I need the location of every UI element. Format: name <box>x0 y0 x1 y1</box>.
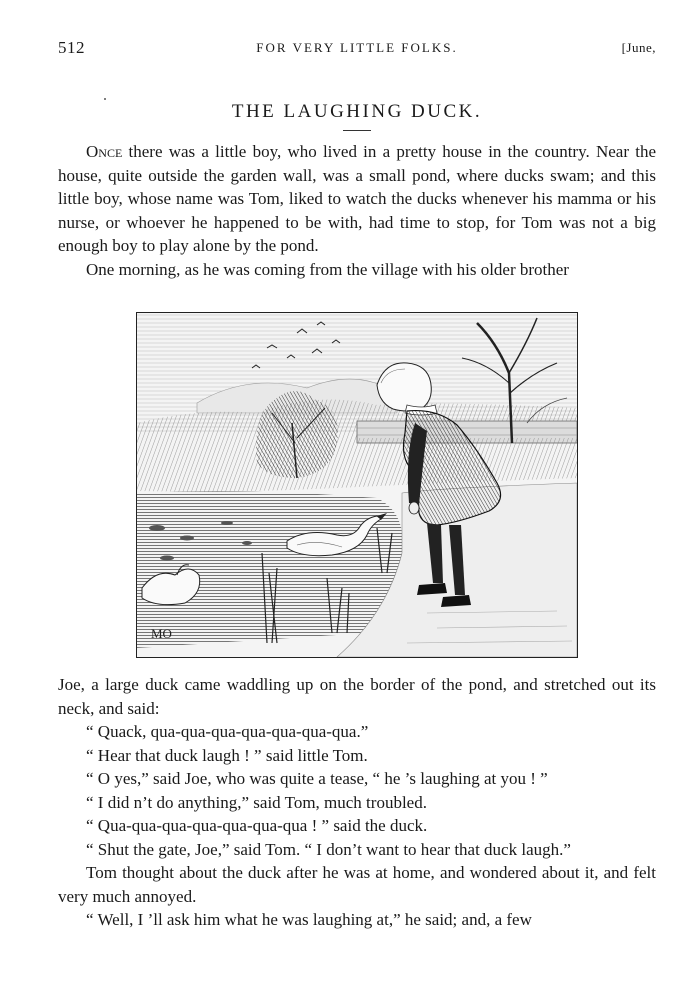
pond <box>137 491 403 648</box>
intro-paragraph-1-body: there was a little boy, who lived in a pretty house in the country. Near the house, quite outside the garden wall, was a small pond, where ducks swam; and this little boy, whose name was Tom, liked to watch the ducks whenever his mamma or his nurse, or whoever he happened to be with, had time to stop, for Tom was not a big enough boy to play alone by the pond. <box>58 142 656 255</box>
running-header <box>58 38 656 60</box>
artist-monogram: MO <box>151 626 172 641</box>
intro-paragraph-2: One morning, as he was coming from the village with his older brother <box>86 259 569 279</box>
dialogue-line-4: “ I did n’t do anything,” said Tom, much troubled. <box>86 792 427 812</box>
title-rule <box>343 130 371 131</box>
running-title: FOR VERY LITTLE FOLKS. <box>256 40 458 55</box>
dialogue-line-3: “ O yes,” said Joe, who was quite a tease, “ he ’s laughing at you ! ” <box>86 769 548 788</box>
running-month: [June, <box>621 40 656 55</box>
dialogue-line-1: “ Quack, qua-qua-qua-qua-qua-qua-qua.” <box>86 722 369 741</box>
dialogue-line-2: “ Hear that duck laugh ! ” said little Tom. <box>86 745 368 765</box>
dialogue-line-7: “ Well, I ’ll ask him what he was laughing at,” he said; and, a few <box>86 910 532 929</box>
continuation-text <box>58 673 656 932</box>
engraving-artwork <box>137 313 577 657</box>
intro-text <box>58 140 656 281</box>
opening-word: Once <box>86 142 123 161</box>
dialogue-line-5: “ Qua-qua-qua-qua-qua-qua-qua ! ” said the duck. <box>86 816 428 835</box>
intro-paragraph-1 <box>58 140 656 258</box>
continuation-paragraph-1: Joe, a large duck came waddling up on the border of the pond, and stretched out its neck, and said: <box>58 675 656 718</box>
story-title: THE LAUGHING DUCK. <box>231 101 483 122</box>
page-number: 512 <box>58 38 85 57</box>
engraving-illustration <box>136 312 578 658</box>
narrative-paragraph: Tom thought about the duck after he was at home, and wondered about it, and felt very much annoyed. <box>58 863 656 906</box>
page-speck <box>104 98 106 100</box>
far-bank <box>137 438 577 492</box>
dialogue-line-6: “ Shut the gate, Joe,” said Tom. “ I don’t want to hear that duck laugh.” <box>86 839 571 859</box>
